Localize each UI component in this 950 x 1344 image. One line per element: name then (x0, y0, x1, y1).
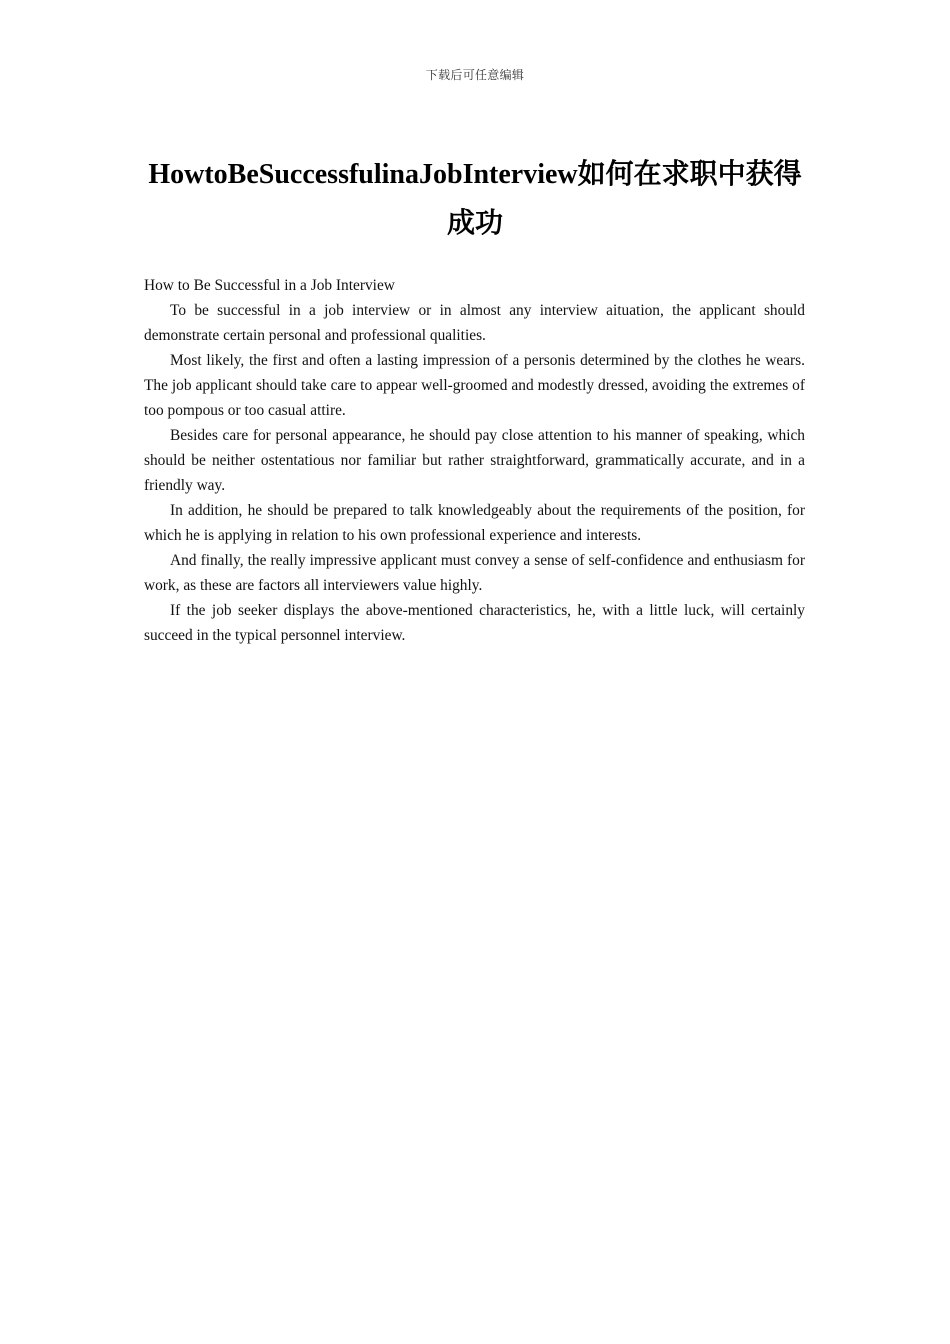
page-header-note: 下载后可任意编辑 (425, 68, 525, 82)
paragraph: To be successful in a job interview or in almost any interview aituation, the applicant should demonstrate certain personal and professional qualities. (144, 302, 805, 344)
paragraph: Most likely, the first and often a lasting impression of a personis determined by the clothes he wears. The job applicant should take care to appear well-groomed and modestly dressed, avoiding the extremes of too pompous or too casual attire. (144, 352, 805, 419)
document-title: HowtoBeSuccessfulinaJobInterview如何在求职中获得成功 (148, 159, 802, 239)
document-subtitle: How to Be Successful in a Job Interview (144, 277, 395, 294)
document-body (144, 273, 805, 648)
paragraph: If the job seeker displays the above-mentioned characteristics, he, with a little luck, will certainly succeed in the typical personnel interview. (144, 602, 805, 644)
paragraph: And finally, the really impressive applicant must convey a sense of self-confidence and enthusiasm for work, as these are factors all interviewers value highly. (144, 552, 805, 594)
paragraph: Besides care for personal appearance, he should pay close attention to his manner of speaking, which should be neither ostentatious nor familiar but rather straightforward, grammatically accurate, and in a friendly way. (144, 427, 805, 494)
paragraph: In addition, he should be prepared to talk knowledgeably about the requirements of the position, for which he is applying in relation to his own professional experience and interests. (144, 502, 805, 544)
